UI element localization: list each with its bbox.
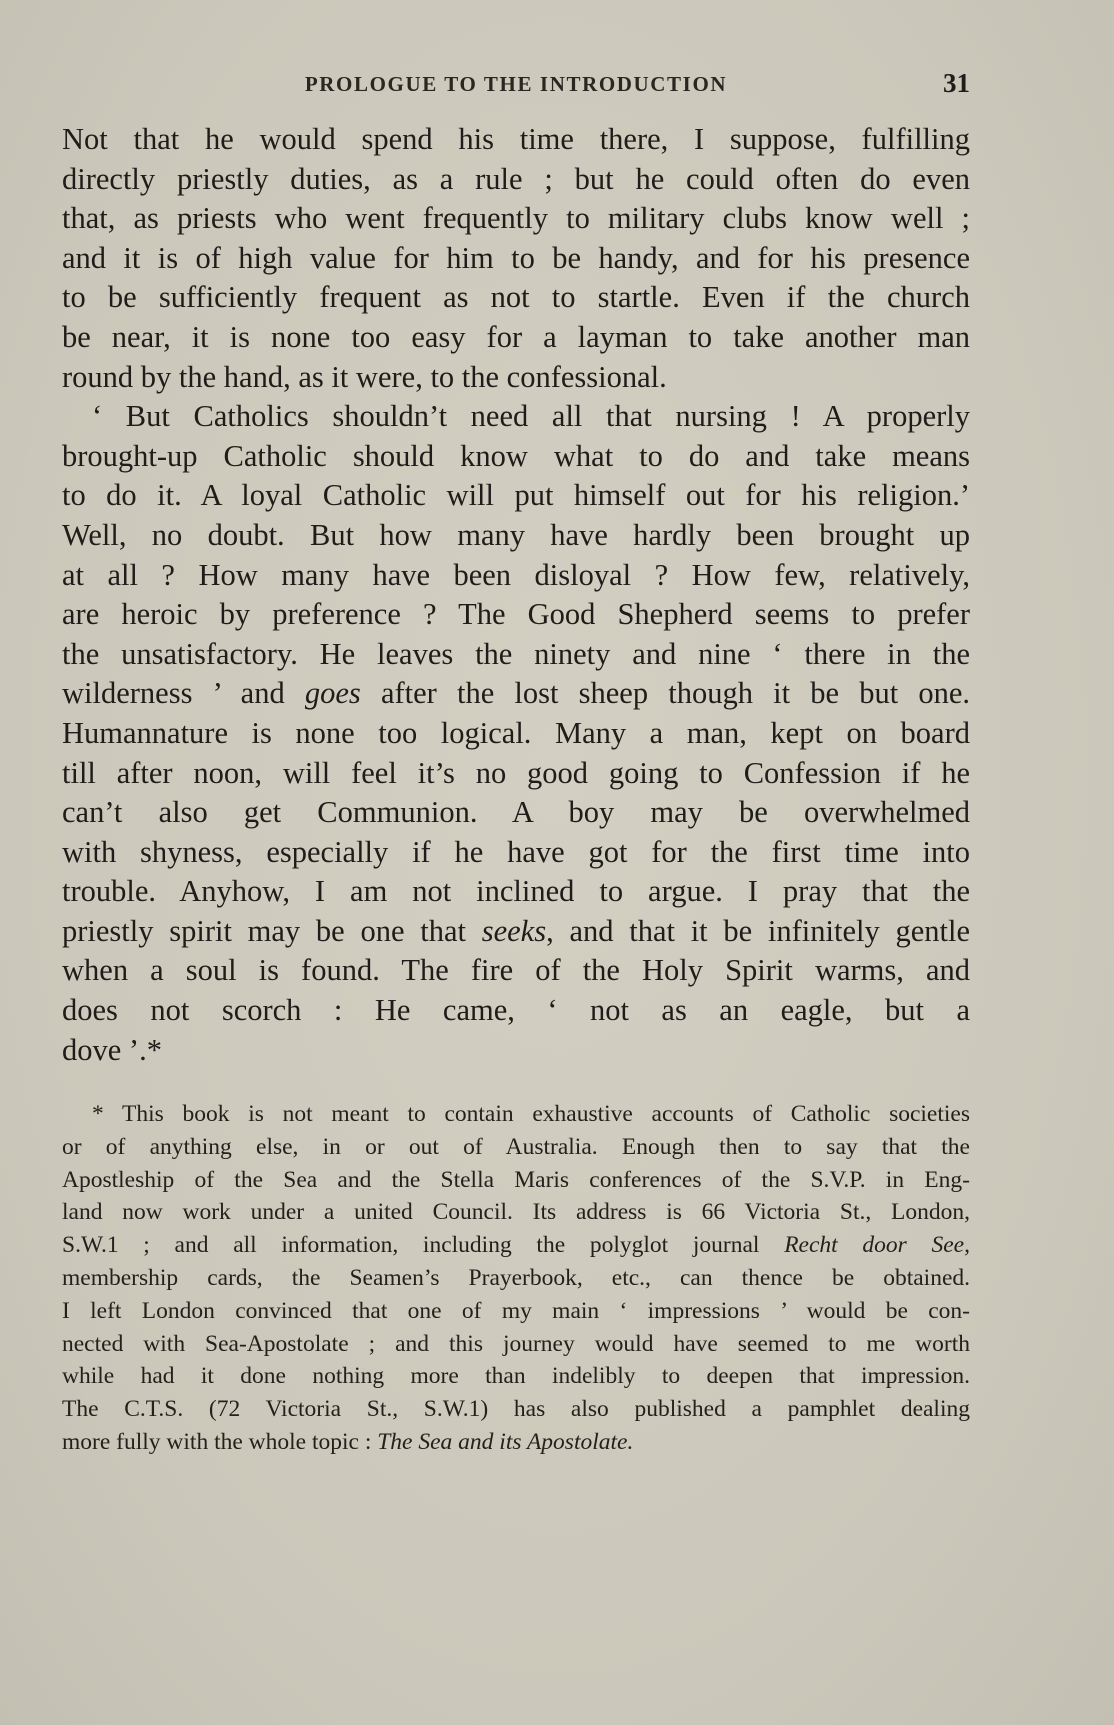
footnote-line: Apostleship of the Sea and the Stella Maris conferences of the S.V.P. in Eng-	[62, 1166, 970, 1193]
footnote-line: The C.T.S. (72 Victoria St., S.W.1) has also published a pamphlet dealing	[62, 1396, 970, 1423]
text-segment: priestly spirit may be one that	[62, 913, 466, 948]
text-line: the unsatisfactory. He leaves the ninety and nine ‘ there in the	[62, 636, 970, 671]
text-line: with shyness, especially if he have got for the first time into	[62, 834, 970, 869]
text-line	[62, 912, 970, 952]
footnote-line: nected with Sea-Apostolate ; and this journey would have seemed to me worth	[62, 1330, 970, 1357]
text-line: directly priestly duties, as a rule ; but he could often do even	[62, 161, 970, 196]
text-segment: , and that it be infinitely gentle	[546, 913, 970, 948]
text-line: trouble. Anyhow, I am not inclined to argue. I pray that the	[62, 874, 970, 909]
footnote-line: * This book is not meant to contain exhaustive accounts of Catholic societies	[92, 1101, 970, 1127]
footnote	[62, 1098, 970, 1459]
footnote-line: land now work under a united Council. Its address is 66 Victoria St., London,	[62, 1199, 970, 1226]
text-line: Humannature is none too logical. Many a man, kept on board	[62, 715, 970, 750]
text-line: and it is of high value for him to be handy, and for his presence	[62, 240, 970, 275]
footnote-line: or of anything else, in or out of Australia. Enough then to say that the	[62, 1133, 970, 1160]
text-line: Well, no doubt. But how many have hardly been brought up	[62, 517, 970, 552]
text-line: Not that he would spend his time there, I suppose, fulfilling	[62, 122, 970, 156]
text-line: can’t also get Communion. A boy may be overwhelmed	[62, 795, 970, 830]
text-line: ‘ But Catholics shouldn’t need all that nursing ! A properly	[92, 399, 970, 434]
page-number: 31	[943, 68, 970, 98]
text-line: till after noon, will feel it’s no good going to Confession if he	[62, 755, 970, 790]
text-line: are heroic by preference ? The Good Shepherd seems to prefer	[62, 597, 970, 632]
italic-title: Recht door See,	[784, 1232, 970, 1259]
text-segment: wilderness ’ and	[62, 676, 285, 711]
footnote-line: membership cards, the Seamen’s Prayerbook, etc., can thence be obtained.	[62, 1264, 970, 1291]
text-line: does not scorch : He came, ‘ not as an eagle, but a	[62, 993, 970, 1028]
text-line: be near, it is none too easy for a layman to take another man	[62, 319, 970, 354]
text-line: brought-up Catholic should know what to do and take means	[62, 438, 970, 473]
footnote-line: I left London convinced that one of my main ‘ impressions ’ would be con-	[62, 1297, 970, 1324]
text-segment: more fully with the whole topic :	[62, 1428, 372, 1455]
chapter-title: PROLOGUE TO THE INTRODUCTION	[304, 72, 728, 96]
italic-word: goes	[304, 676, 361, 711]
italic-title: The Sea and its Apostolate.	[377, 1428, 634, 1455]
main-text	[62, 120, 970, 1070]
text-line: round by the hand, as it were, to the confessional.	[62, 359, 667, 394]
text-line	[62, 674, 970, 714]
text-segment: S.W.1 ; and all information, including the polyglot journal	[62, 1232, 760, 1259]
text-line: to be sufficiently frequent as not to startle. Even if the church	[62, 280, 970, 315]
text-line: dove ’.*	[62, 1032, 162, 1067]
text-line: when a soul is found. The fire of the Holy Spirit warms, and	[62, 953, 970, 988]
italic-word: seeks	[481, 913, 547, 948]
footnote-line: while had it done nothing more than indelibly to deepen that impression.	[62, 1363, 970, 1390]
text-segment: after the lost sheep though it be but one.	[380, 676, 970, 711]
text-line: that, as priests who went frequently to military clubs know well ;	[62, 201, 970, 236]
footnote-line	[62, 1426, 970, 1459]
text-line: at all ? How many have been disloyal ? How few, relatively,	[62, 557, 970, 592]
text-line: to do it. A loyal Catholic will put himself out for his religion.’	[62, 478, 970, 513]
footnote-line	[62, 1229, 970, 1262]
running-head	[62, 68, 970, 102]
